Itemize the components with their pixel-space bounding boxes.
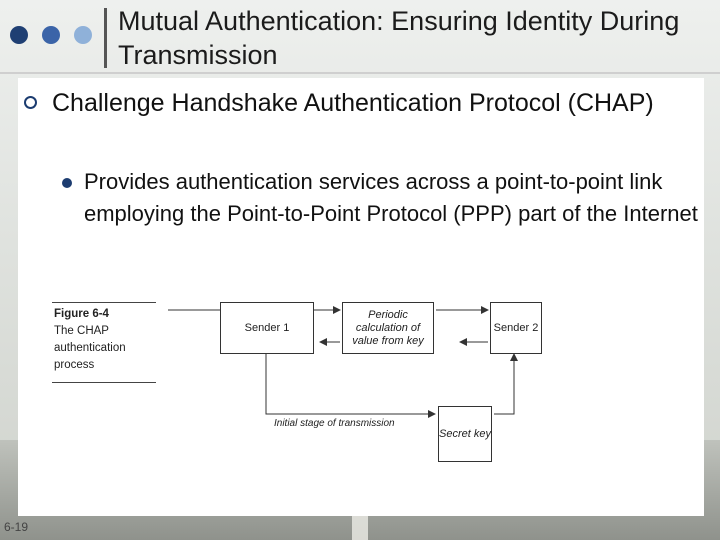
bullet-chap-description: Provides authentication services across a point-to-point link employing the Point-to-Point Protocol (PPP) part of the Internet bbox=[84, 169, 698, 226]
filled-bullet-icon bbox=[62, 178, 72, 188]
dot-icon bbox=[42, 26, 60, 44]
page-number: 6-19 bbox=[4, 520, 29, 534]
initial-stage-label: Initial stage of transmission bbox=[274, 418, 395, 429]
bullet-chap: Challenge Handshake Authentication Protocol (CHAP) bbox=[52, 89, 654, 117]
secret-key-box: Secret key bbox=[438, 406, 492, 462]
decorative-dots bbox=[10, 26, 100, 46]
periodic-calculation-box: Periodic calculation of value from key bbox=[342, 302, 434, 354]
title-underline bbox=[0, 72, 720, 74]
line-sender1-to-secret-key bbox=[266, 354, 435, 414]
sender2-box: Sender 2 bbox=[490, 302, 542, 354]
hollow-bullet-icon bbox=[24, 96, 37, 109]
figure-number: Figure 6-4 bbox=[54, 308, 109, 320]
line-secret-key-to-sender2 bbox=[494, 354, 514, 414]
dot-icon bbox=[74, 26, 92, 44]
slide-title: Mutual Authentication: Ensuring Identity During Transmission bbox=[118, 6, 680, 70]
figure-caption-text: The CHAP authentication process bbox=[54, 325, 126, 371]
title-divider bbox=[104, 8, 107, 68]
sender1-box: Sender 1 bbox=[220, 302, 314, 354]
dot-icon bbox=[10, 26, 28, 44]
chap-figure bbox=[50, 296, 539, 472]
